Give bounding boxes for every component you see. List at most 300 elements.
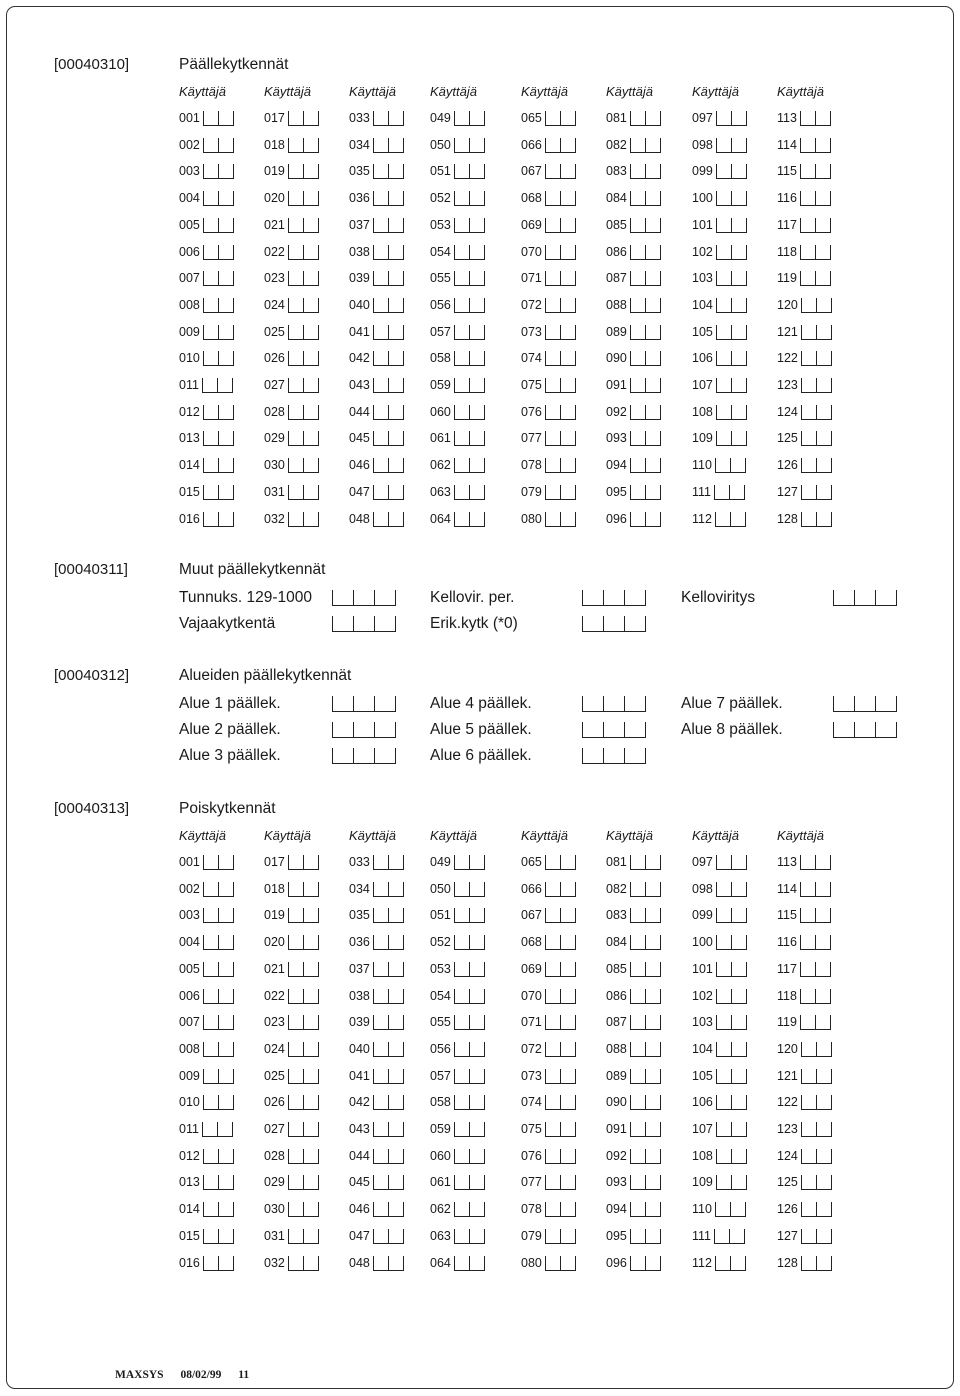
user-code-entry[interactable] [777,377,832,393]
entry-box[interactable] [203,164,218,179]
entry-box[interactable] [645,1069,661,1084]
entry-box[interactable] [303,138,319,153]
entry-box[interactable] [469,378,485,393]
entry-boxes[interactable] [582,590,646,606]
user-code-entry[interactable] [430,110,485,126]
entry-box[interactable] [388,1015,404,1030]
user-code-entry[interactable] [521,217,576,233]
user-code-entry[interactable] [521,1121,576,1137]
user-code-entry[interactable] [349,1148,404,1164]
entry-box[interactable] [731,164,747,179]
user-code-entry[interactable] [521,377,576,393]
user-code-entry[interactable] [777,1148,832,1164]
user-code-entry[interactable] [264,244,319,260]
user-code-entry[interactable] [349,297,404,313]
entry-box[interactable] [645,271,661,286]
entry-box[interactable] [454,1015,469,1030]
entry-box[interactable] [373,855,388,870]
entry-box[interactable] [203,218,218,233]
entry-box[interactable] [373,1256,388,1271]
user-code-entry[interactable] [521,324,576,340]
user-code-entry[interactable] [179,988,234,1004]
entry-box[interactable] [731,431,747,446]
entry-box[interactable] [288,1202,303,1217]
entry-box[interactable] [303,1229,319,1244]
entry-box[interactable] [303,458,319,473]
user-code-entry[interactable] [521,404,576,420]
entry-box[interactable] [388,512,404,527]
user-code-entry[interactable] [606,988,661,1004]
user-code-entry[interactable] [264,854,319,870]
entry-box[interactable] [645,485,661,500]
entry-box[interactable] [288,351,303,366]
entry-box[interactable] [388,1095,404,1110]
user-code-entry[interactable] [179,484,234,500]
user-code-entry[interactable] [521,1041,576,1057]
entry-box[interactable] [800,962,815,977]
user-code-entry[interactable] [692,270,747,286]
user-code-entry[interactable] [264,163,319,179]
entry-box[interactable] [645,1229,661,1244]
entry-box[interactable] [303,298,319,313]
user-code-entry[interactable] [606,430,661,446]
entry-box[interactable] [388,1149,404,1164]
entry-box[interactable] [454,962,469,977]
entry-box[interactable] [454,882,469,897]
entry-box[interactable] [816,1229,832,1244]
entry-box[interactable] [560,164,576,179]
entry-box[interactable] [203,512,218,527]
user-code-entry[interactable] [777,854,831,870]
user-code-entry[interactable] [179,961,234,977]
entry-box[interactable] [303,271,319,286]
entry-box[interactable] [545,1069,560,1084]
entry-box[interactable] [645,378,661,393]
entry-box[interactable] [716,405,731,420]
entry-box[interactable] [303,218,319,233]
user-code-entry[interactable] [430,1255,485,1271]
entry-box[interactable] [801,1229,816,1244]
user-code-entry[interactable] [179,1228,234,1244]
user-code-entry[interactable] [179,377,233,393]
user-code-entry[interactable] [606,217,661,233]
user-code-entry[interactable] [430,457,485,473]
user-code-entry[interactable] [349,934,404,950]
entry-box[interactable] [288,378,303,393]
entry-box[interactable] [716,1069,731,1084]
user-code-entry[interactable] [349,430,404,446]
entry-box[interactable] [218,138,234,153]
entry-box[interactable] [218,1175,234,1190]
entry-box[interactable] [373,245,388,260]
entry-box[interactable] [203,431,218,446]
entry-box[interactable] [731,405,747,420]
user-code-entry[interactable] [349,457,404,473]
entry-box[interactable] [816,405,832,420]
entry-box[interactable] [545,298,560,313]
entry-box[interactable] [203,855,218,870]
entry-box[interactable] [469,111,485,126]
user-code-entry[interactable] [430,1094,485,1110]
user-code-entry[interactable] [692,988,747,1004]
entry-box[interactable] [218,512,234,527]
user-code-entry[interactable] [430,907,485,923]
user-code-entry[interactable] [349,1228,404,1244]
user-code-entry[interactable] [430,163,485,179]
user-code-entry[interactable] [777,1121,832,1137]
entry-box[interactable] [203,191,218,206]
user-code-entry[interactable] [179,934,234,950]
entry-boxes[interactable] [582,748,646,764]
entry-boxes[interactable] [582,722,646,738]
user-code-entry[interactable] [264,1014,319,1030]
user-code-entry[interactable] [430,934,485,950]
user-code-entry[interactable] [264,1041,319,1057]
user-code-entry[interactable] [430,297,485,313]
user-code-entry[interactable] [430,1041,485,1057]
user-code-entry[interactable] [349,137,404,153]
user-code-entry[interactable] [777,270,831,286]
user-code-entry[interactable] [606,907,661,923]
entry-box[interactable] [388,325,404,340]
user-code-entry[interactable] [264,934,319,950]
entry-box[interactable] [469,485,485,500]
entry-box[interactable] [731,325,747,340]
entry-box[interactable] [454,1175,469,1190]
user-code-entry[interactable] [264,1228,319,1244]
user-code-entry[interactable] [606,350,661,366]
entry-box[interactable] [388,1229,404,1244]
user-code-entry[interactable] [521,110,576,126]
entry-box[interactable] [815,962,831,977]
user-code-entry[interactable] [521,190,576,206]
entry-box[interactable] [373,1202,388,1217]
entry-box[interactable] [645,1095,661,1110]
entry-box[interactable] [715,512,730,527]
entry-box[interactable] [630,1175,645,1190]
entry-box[interactable] [560,1256,576,1271]
user-code-entry[interactable] [606,934,661,950]
user-code-entry[interactable] [349,163,404,179]
user-code-entry[interactable] [521,244,576,260]
entry-box[interactable] [816,378,832,393]
user-code-entry[interactable] [349,1255,404,1271]
entry-box[interactable] [560,1149,576,1164]
entry-box[interactable] [218,1095,234,1110]
entry-box[interactable] [731,351,747,366]
entry-box[interactable] [800,935,815,950]
user-code-entry[interactable] [264,1201,319,1217]
user-code-entry[interactable] [264,1094,319,1110]
entry-box[interactable] [731,908,747,923]
user-code-entry[interactable] [606,324,661,340]
user-code-entry[interactable] [430,324,485,340]
entry-box[interactable] [560,989,576,1004]
user-code-entry[interactable] [179,137,234,153]
entry-box[interactable] [454,458,469,473]
entry-box[interactable] [630,1229,645,1244]
entry-box[interactable] [716,882,731,897]
entry-box[interactable] [203,485,218,500]
entry-box[interactable] [815,855,831,870]
entry-box[interactable] [388,191,404,206]
user-code-entry[interactable] [606,1148,661,1164]
entry-box[interactable] [288,1256,303,1271]
user-code-entry[interactable] [777,1174,832,1190]
entry-box[interactable] [218,989,234,1004]
entry-box[interactable] [288,1122,303,1137]
user-code-entry[interactable] [430,190,485,206]
entry-box[interactable] [560,855,576,870]
entry-box[interactable] [218,405,234,420]
entry-box[interactable] [388,855,404,870]
entry-box[interactable] [469,405,485,420]
entry-box[interactable] [560,138,576,153]
user-code-entry[interactable] [179,1201,234,1217]
user-code-entry[interactable] [521,934,576,950]
user-code-entry[interactable] [606,190,661,206]
entry-box[interactable] [203,935,218,950]
entry-box[interactable] [800,908,815,923]
entry-box[interactable] [560,431,576,446]
entry-box[interactable] [816,351,832,366]
entry-box[interactable] [560,1122,576,1137]
entry-box[interactable] [716,298,731,313]
user-code-entry[interactable] [777,511,832,527]
entry-box[interactable] [801,1069,816,1084]
entry-box[interactable] [645,908,661,923]
entry-box[interactable] [816,325,832,340]
entry-box[interactable] [454,405,469,420]
entry-box[interactable] [217,1122,233,1137]
entry-box[interactable] [454,1256,469,1271]
entry-box[interactable] [218,1042,234,1057]
entry-box[interactable] [645,218,661,233]
entry-box[interactable] [801,405,816,420]
entry-boxes[interactable] [332,590,396,606]
user-code-entry[interactable] [349,907,404,923]
user-code-entry[interactable] [349,1201,404,1217]
user-code-entry[interactable] [179,1041,234,1057]
entry-box[interactable] [630,1069,645,1084]
entry-box[interactable] [645,245,661,260]
entry-box[interactable] [303,485,319,500]
user-code-entry[interactable] [606,1014,661,1030]
user-code-entry[interactable] [264,961,319,977]
user-code-entry[interactable] [349,1041,404,1057]
user-code-entry[interactable] [606,1121,661,1137]
entry-box[interactable] [645,1256,661,1271]
entry-box[interactable] [716,1122,731,1137]
entry-box[interactable] [545,111,560,126]
user-code-entry[interactable] [430,404,485,420]
entry-box[interactable] [716,1175,731,1190]
entry-boxes[interactable] [833,696,897,712]
user-code-entry[interactable] [430,244,485,260]
entry-box[interactable] [731,218,747,233]
entry-box[interactable] [373,405,388,420]
entry-box[interactable] [288,458,303,473]
entry-box[interactable] [716,191,731,206]
entry-box[interactable] [203,1256,218,1271]
entry-box[interactable] [630,458,645,473]
user-code-entry[interactable] [606,404,661,420]
entry-box[interactable] [716,1095,731,1110]
entry-box[interactable] [815,111,831,126]
entry-box[interactable] [469,935,485,950]
entry-box[interactable] [731,882,747,897]
entry-box[interactable] [560,405,576,420]
entry-box[interactable] [203,1069,218,1084]
entry-box[interactable] [630,431,645,446]
entry-box[interactable] [545,512,560,527]
user-code-entry[interactable] [521,511,576,527]
user-code-entry[interactable] [521,988,576,1004]
entry-box[interactable] [716,138,731,153]
entry-box[interactable] [303,245,319,260]
user-code-entry[interactable] [430,881,485,897]
entry-boxes[interactable] [582,616,646,632]
entry-box[interactable] [373,962,388,977]
user-code-entry[interactable] [777,1014,831,1030]
entry-box[interactable] [288,245,303,260]
user-code-entry[interactable] [521,1228,576,1244]
entry-box[interactable] [731,855,747,870]
user-code-entry[interactable] [264,377,319,393]
user-code-entry[interactable] [606,1174,661,1190]
entry-box[interactable] [545,1202,560,1217]
entry-box[interactable] [454,1149,469,1164]
entry-box[interactable] [645,1175,661,1190]
entry-box[interactable] [218,325,234,340]
entry-box[interactable] [801,1175,816,1190]
user-code-entry[interactable] [179,511,234,527]
entry-box[interactable] [716,935,731,950]
entry-box[interactable] [630,1256,645,1271]
user-code-entry[interactable] [264,1255,319,1271]
entry-box[interactable] [545,378,560,393]
entry-box[interactable] [545,191,560,206]
entry-box[interactable] [731,191,747,206]
entry-box[interactable] [545,458,560,473]
user-code-entry[interactable] [264,430,319,446]
user-code-entry[interactable] [179,190,234,206]
entry-box[interactable] [373,1095,388,1110]
entry-box[interactable] [731,1175,747,1190]
entry-box[interactable] [815,191,831,206]
entry-box[interactable] [203,111,218,126]
entry-box[interactable] [454,351,469,366]
user-code-entry[interactable] [606,110,661,126]
entry-box[interactable] [288,962,303,977]
entry-box[interactable] [560,1095,576,1110]
user-code-entry[interactable] [606,484,661,500]
entry-box[interactable] [800,245,815,260]
entry-box[interactable] [645,989,661,1004]
entry-box[interactable] [645,458,661,473]
entry-box[interactable] [203,1042,218,1057]
user-code-entry[interactable] [264,511,319,527]
entry-box[interactable] [815,218,831,233]
entry-box[interactable] [731,1015,747,1030]
entry-box[interactable] [203,271,218,286]
entry-box[interactable] [630,271,645,286]
entry-box[interactable] [388,485,404,500]
entry-box[interactable] [303,1175,319,1190]
entry-box[interactable] [815,138,831,153]
entry-box[interactable] [454,138,469,153]
entry-box[interactable] [630,218,645,233]
user-code-entry[interactable] [430,430,485,446]
entry-box[interactable] [545,1175,560,1190]
entry-box[interactable] [545,138,560,153]
user-code-entry[interactable] [606,163,661,179]
entry-box[interactable] [203,458,218,473]
user-code-entry[interactable] [430,137,485,153]
entry-box[interactable] [630,164,645,179]
entry-box[interactable] [288,405,303,420]
entry-box[interactable] [731,245,747,260]
entry-box[interactable] [630,351,645,366]
entry-box[interactable] [545,1042,560,1057]
entry-box[interactable] [816,1122,832,1137]
entry-box[interactable] [203,1015,218,1030]
entry-box[interactable] [288,908,303,923]
entry-box[interactable] [816,1202,832,1217]
user-code-entry[interactable] [264,881,319,897]
entry-box[interactable] [731,298,747,313]
entry-box[interactable] [630,1149,645,1164]
entry-box[interactable] [373,908,388,923]
entry-box[interactable] [469,1095,485,1110]
entry-box[interactable] [630,962,645,977]
user-code-entry[interactable] [430,1201,485,1217]
entry-box[interactable] [645,191,661,206]
entry-box[interactable] [545,271,560,286]
entry-box[interactable] [303,431,319,446]
entry-box[interactable] [545,1149,560,1164]
entry-box[interactable] [454,245,469,260]
entry-box[interactable] [373,218,388,233]
user-code-entry[interactable] [179,1094,234,1110]
entry-box[interactable] [645,1202,661,1217]
entry-box[interactable] [203,882,218,897]
user-code-entry[interactable] [179,404,234,420]
user-code-entry[interactable] [430,1174,485,1190]
user-code-entry[interactable] [692,1174,747,1190]
entry-box[interactable] [218,218,234,233]
entry-box[interactable] [545,1095,560,1110]
user-code-entry[interactable] [606,511,661,527]
entry-box[interactable] [373,378,388,393]
user-code-entry[interactable] [349,217,404,233]
entry-box[interactable] [373,111,388,126]
entry-box[interactable] [218,1202,234,1217]
entry-box[interactable] [560,378,576,393]
user-code-entry[interactable] [264,484,319,500]
user-code-entry[interactable] [777,988,831,1004]
entry-box[interactable] [303,1202,319,1217]
user-code-entry[interactable] [606,244,661,260]
entry-box[interactable] [373,191,388,206]
user-code-entry[interactable] [430,854,485,870]
entry-box[interactable] [469,1149,485,1164]
entry-box[interactable] [730,458,746,473]
entry-box[interactable] [454,164,469,179]
entry-box[interactable] [469,458,485,473]
entry-box[interactable] [469,245,485,260]
entry-box[interactable] [203,962,218,977]
